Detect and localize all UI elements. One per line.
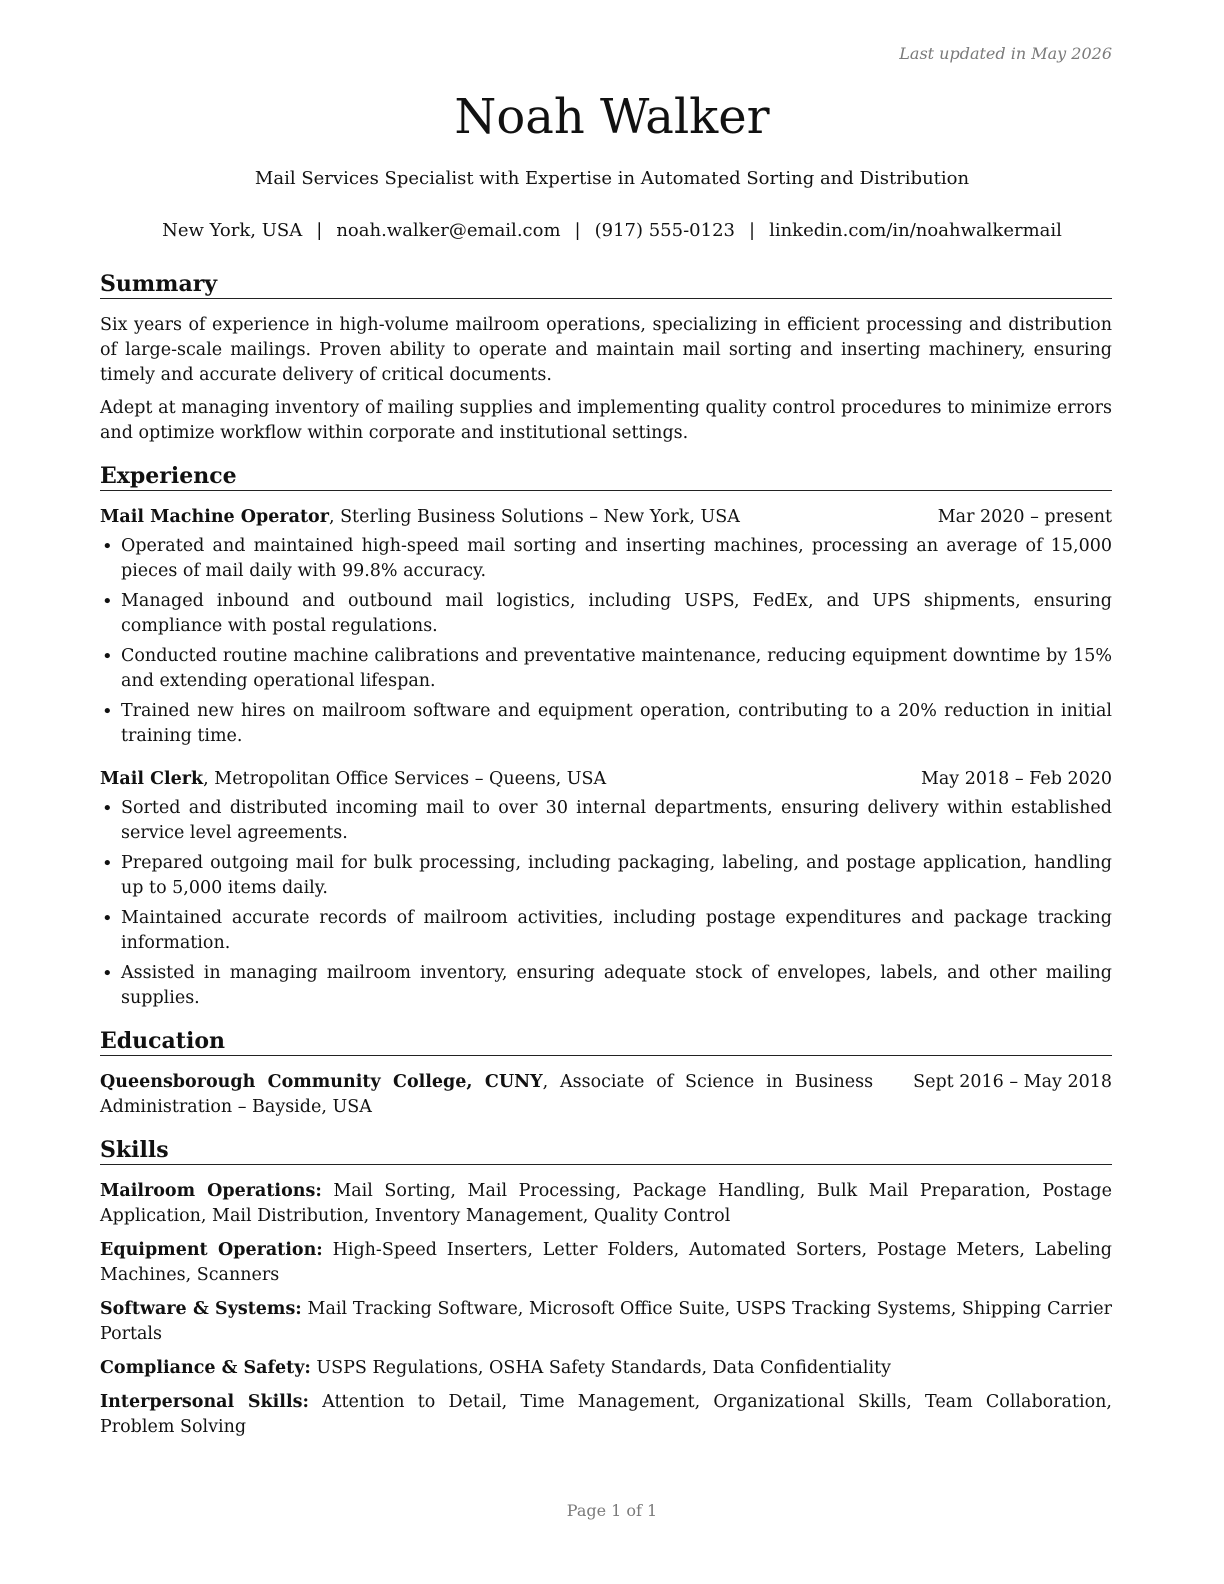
- summary-paragraph: Six years of experience in high-volume mailroom operations, specializing in efficient processing and distribution of large-scale mailings. Proven ability to operate and maintain mail sorting and inserting machinery, ensuring timely and accurate delivery of critical documents.: [100, 315, 1112, 385]
- education-dates: Sept 2016 – May 2018: [913, 1072, 1112, 1092]
- experience-section: [100, 462, 1112, 1011]
- skill-label: Software & Systems:: [100, 1299, 302, 1319]
- skill-label: Equipment Operation:: [100, 1240, 323, 1260]
- job-organization: , Metropolitan Office Services – Queens, USA: [203, 769, 607, 789]
- contact-linkedin-link[interactable]: linkedin.com/in/noahwalkermail: [769, 220, 1062, 241]
- job-bullet: • Managed inbound and outbound mail logistics, including USPS, FedEx, and UPS shipments, ensuring compliance with postal regulations.: [100, 589, 1112, 639]
- job-bullet: • Maintained accurate records of mailroom activities, including postage expenditures and package tracking information.: [100, 906, 1112, 956]
- section-title-experience: Experience: [100, 462, 1112, 491]
- job-header: [100, 767, 1112, 792]
- section-title-summary: Summary: [100, 270, 1112, 299]
- skill-value: High-Speed Inserters, Letter Folders, Automated Sorters, Postage Meters, Labeling Machines, Scanners: [100, 1240, 1112, 1285]
- contact-separator: |: [574, 220, 581, 241]
- skill-value: Attention to Detail, Time Management, Organizational Skills, Team Collaboration, Problem Solving: [100, 1392, 1112, 1437]
- contact-separator: |: [748, 220, 756, 241]
- job-bullet: • Conducted routine machine calibrations and preventative maintenance, reducing equipment downtime by 15% and extending operational lifespan.: [100, 644, 1112, 694]
- last-updated-note: Last updated in May 2026: [899, 44, 1112, 63]
- page-number: Page 1 of 1: [566, 1501, 658, 1520]
- skill-label: Mailroom Operations:: [100, 1181, 322, 1201]
- skill-row: [100, 1390, 1112, 1440]
- skill-value: Mail Tracking Software, Microsoft Office Suite, USPS Tracking Systems, Shipping Carrier Portals: [100, 1299, 1112, 1344]
- job-entry: [100, 505, 1112, 749]
- job-bullet: • Trained new hires on mailroom software and equipment operation, contributing to a 20% reduction in initial training time.: [100, 699, 1112, 749]
- professional-tagline: Mail Services Specialist with Expertise in Automated Sorting and Distribution: [254, 168, 970, 189]
- skill-value: Mail Sorting, Mail Processing, Package Handling, Bulk Mail Preparation, Postage Application, Mail Distribution, Inventory Management, Quality Control: [100, 1181, 1112, 1226]
- job-bullet: • Assisted in managing mailroom inventory, ensuring adequate stock of envelopes, labels, and other mailing supplies.: [100, 961, 1112, 1011]
- job-role: Mail Clerk: [100, 769, 204, 789]
- job-bullet: • Sorted and distributed incoming mail to over 30 internal departments, ensuring delivery within established service level agreements.: [100, 796, 1112, 846]
- education-entry: [100, 1070, 1112, 1120]
- contact-email-link[interactable]: noah.walker@email.com: [336, 220, 561, 241]
- contact-separator: |: [316, 220, 323, 241]
- contact-location: New York, USA: [162, 220, 303, 241]
- contact-phone-link[interactable]: (917) 555-0123: [594, 220, 735, 241]
- summary-section: [100, 270, 1112, 446]
- job-bullet-list: [100, 796, 1112, 1011]
- job-dates: Mar 2020 – present: [937, 507, 1112, 527]
- skill-label: Interpersonal Skills:: [100, 1392, 309, 1412]
- job-entry: [100, 767, 1112, 1011]
- candidate-name: Noah Walker: [454, 89, 770, 145]
- skill-label: Compliance & Safety:: [100, 1358, 311, 1378]
- job-bullet: • Operated and maintained high-speed mail sorting and inserting machines, processing an average of 15,000 pieces of mail daily with 99.8% accuracy.: [100, 534, 1112, 584]
- skill-row: [100, 1179, 1112, 1229]
- skill-row: [100, 1238, 1112, 1288]
- job-bullet-list: [100, 534, 1112, 749]
- education-school: Queensborough Community College, CUNY: [100, 1072, 543, 1092]
- job-dates: May 2018 – Feb 2020: [920, 769, 1112, 789]
- job-bullet: • Prepared outgoing mail for bulk processing, including packaging, labeling, and postage application, handling up to 5,000 items daily.: [100, 851, 1112, 901]
- resume-body: [100, 270, 1112, 1456]
- skill-value: USPS Regulations, OSHA Safety Standards, Data Confidentiality: [310, 1358, 891, 1378]
- summary-paragraph: Adept at managing inventory of mailing supplies and implementing quality control procedures to minimize errors and optimize workflow within corporate and institutional settings.: [100, 398, 1112, 443]
- skill-row: [100, 1356, 1112, 1381]
- job-header: [100, 505, 1112, 530]
- skill-row: [100, 1297, 1112, 1347]
- skills-section: [100, 1136, 1112, 1440]
- section-title-education: Education: [100, 1027, 1112, 1056]
- contact-line: [0, 219, 1224, 243]
- job-organization: , Sterling Business Solutions – New York, USA: [328, 507, 740, 527]
- job-role: Mail Machine Operator: [100, 507, 329, 527]
- education-section: [100, 1027, 1112, 1120]
- section-title-skills: Skills: [100, 1136, 1112, 1165]
- education-detail: , Associate of Science in Business Administration – Bayside, USA: [100, 1072, 874, 1117]
